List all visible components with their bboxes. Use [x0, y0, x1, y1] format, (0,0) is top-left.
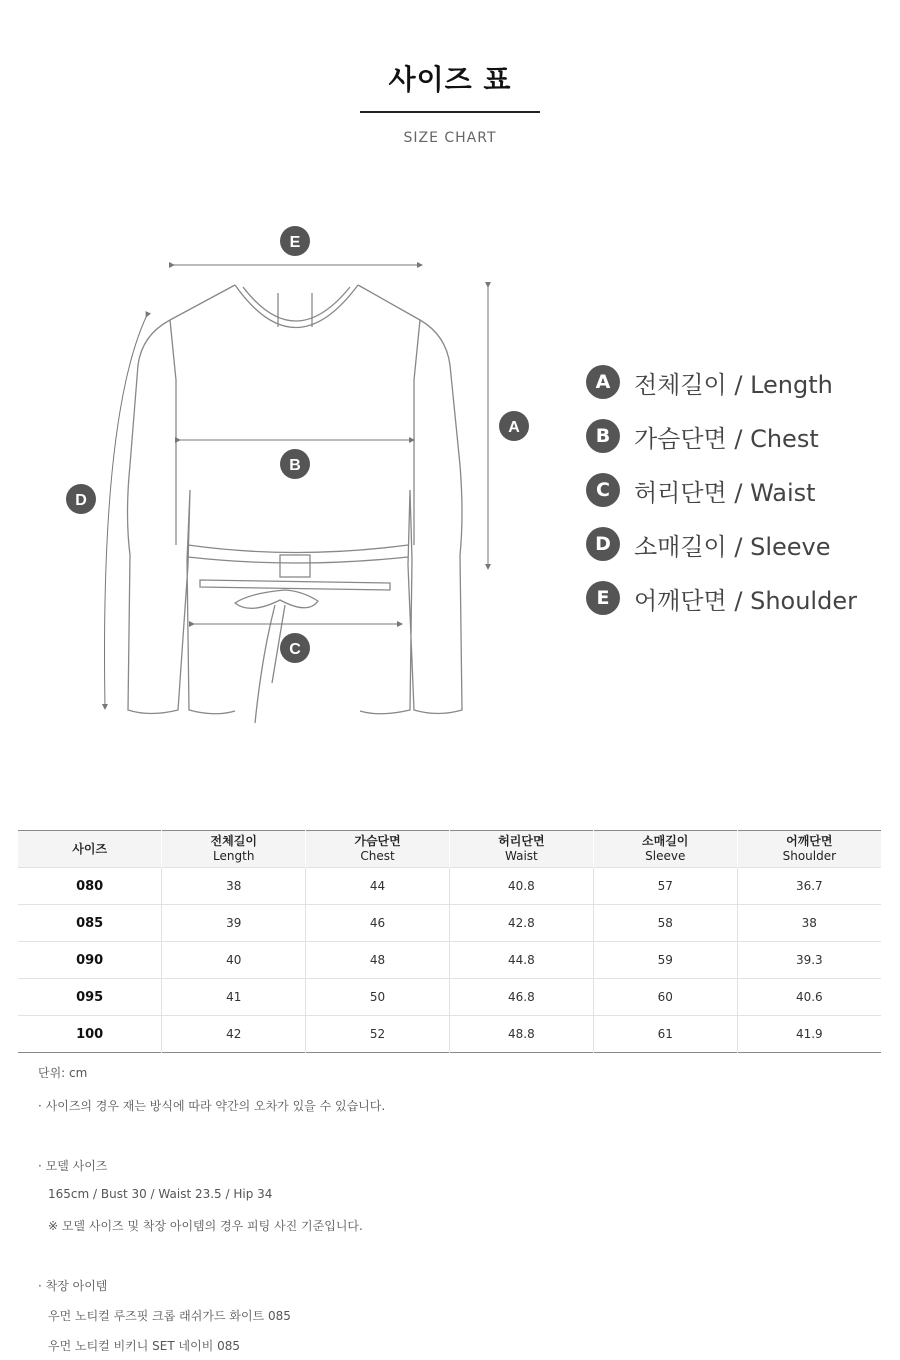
title-divider — [360, 111, 540, 113]
legend-badge: A — [586, 365, 620, 399]
worn-item: 우먼 노티컬 비키니 SET 네이비 085 — [48, 1339, 241, 1353]
legend-item-sleeve — [586, 517, 886, 571]
marker-b — [280, 449, 310, 479]
cell-waist: 44.8 — [449, 942, 593, 979]
cell-chest: 48 — [306, 942, 450, 979]
table-row — [18, 942, 881, 979]
table-row — [18, 868, 881, 905]
legend-item-shoulder — [586, 571, 886, 625]
cell-size: 095 — [18, 979, 162, 1016]
model-size-text: 165cm / Bust 30 / Waist 23.5 / Hip 34 — [48, 1187, 273, 1201]
cell-waist: 48.8 — [449, 1016, 593, 1053]
page-title: 사이즈 표 — [388, 63, 512, 96]
marker-a — [499, 411, 529, 441]
model-size-note: ※ 모델 사이즈 및 착장 아이템의 경우 피팅 사진 기준입니다. — [48, 1219, 363, 1233]
sleeve-arrow — [105, 315, 147, 707]
cell-shoulder: 40.6 — [737, 979, 881, 1016]
cell-chest: 46 — [306, 905, 450, 942]
marker-e-label: E — [289, 234, 301, 251]
legend-label: 소매길이 / Sleeve — [634, 532, 831, 561]
cell-size: 085 — [18, 905, 162, 942]
legend-badge: E — [586, 581, 620, 615]
legend-label: 가슴단면 / Chest — [634, 424, 819, 453]
header-length: 전체길이 Length — [162, 831, 306, 868]
cell-sleeve: 60 — [593, 979, 737, 1016]
cell-chest: 44 — [306, 868, 450, 905]
cell-length: 42 — [162, 1016, 306, 1053]
marker-c-label: C — [289, 641, 301, 658]
table-row — [18, 979, 881, 1016]
marker-e — [280, 226, 310, 256]
marker-d-label: D — [75, 492, 87, 509]
cell-shoulder: 41.9 — [737, 1016, 881, 1053]
header-size: 사이즈 — [18, 831, 162, 868]
table-row — [18, 1016, 881, 1053]
marker-b-label: B — [289, 457, 301, 474]
cell-sleeve: 58 — [593, 905, 737, 942]
header-sleeve: 소매길이 Sleeve — [593, 831, 737, 868]
garment-measurement-diagram — [50, 215, 530, 735]
cell-waist: 42.8 — [449, 905, 593, 942]
cell-waist: 46.8 — [449, 979, 593, 1016]
cell-length: 38 — [162, 868, 306, 905]
legend-item-waist — [586, 463, 886, 517]
model-size-heading: · 모델 사이즈 — [38, 1159, 108, 1173]
header-chest: 가슴단면 Chest — [306, 831, 450, 868]
cell-size: 090 — [18, 942, 162, 979]
cell-length: 41 — [162, 979, 306, 1016]
unit-note: 단위: cm — [38, 1066, 88, 1080]
table-row — [18, 905, 881, 942]
header-shoulder: 어깨단면 Shoulder — [737, 831, 881, 868]
page-subtitle: SIZE CHART — [403, 130, 497, 146]
marker-a-label: A — [508, 419, 520, 436]
legend-item-chest — [586, 409, 886, 463]
worn-items-heading: · 착장 아이템 — [38, 1279, 108, 1293]
marker-c — [280, 633, 310, 663]
cell-size: 080 — [18, 868, 162, 905]
legend-badge: D — [586, 527, 620, 561]
header-waist: 허리단면 Waist — [449, 831, 593, 868]
cell-size: 100 — [18, 1016, 162, 1053]
cell-chest: 50 — [306, 979, 450, 1016]
size-table — [18, 830, 881, 1053]
legend-label: 어깨단면 / Shoulder — [634, 586, 857, 615]
legend-label: 허리단면 / Waist — [634, 478, 816, 507]
worn-item: 우먼 노티컬 루즈핏 크롭 래쉬가드 화이트 085 — [48, 1309, 291, 1323]
legend-item-length — [586, 355, 886, 409]
cell-length: 40 — [162, 942, 306, 979]
marker-d — [66, 484, 96, 514]
cell-shoulder: 39.3 — [737, 942, 881, 979]
measurement-legend — [586, 355, 886, 625]
legend-badge: C — [586, 473, 620, 507]
legend-label: 전체길이 / Length — [634, 370, 833, 399]
measurement-disclaimer: · 사이즈의 경우 재는 방식에 따라 약간의 오차가 있을 수 있습니다. — [38, 1099, 386, 1113]
cell-length: 39 — [162, 905, 306, 942]
cell-waist: 40.8 — [449, 868, 593, 905]
legend-badge: B — [586, 419, 620, 453]
cell-sleeve: 59 — [593, 942, 737, 979]
cell-sleeve: 61 — [593, 1016, 737, 1053]
table-header-row — [18, 831, 881, 868]
cell-sleeve: 57 — [593, 868, 737, 905]
cell-shoulder: 36.7 — [737, 868, 881, 905]
cell-chest: 52 — [306, 1016, 450, 1053]
cell-shoulder: 38 — [737, 905, 881, 942]
